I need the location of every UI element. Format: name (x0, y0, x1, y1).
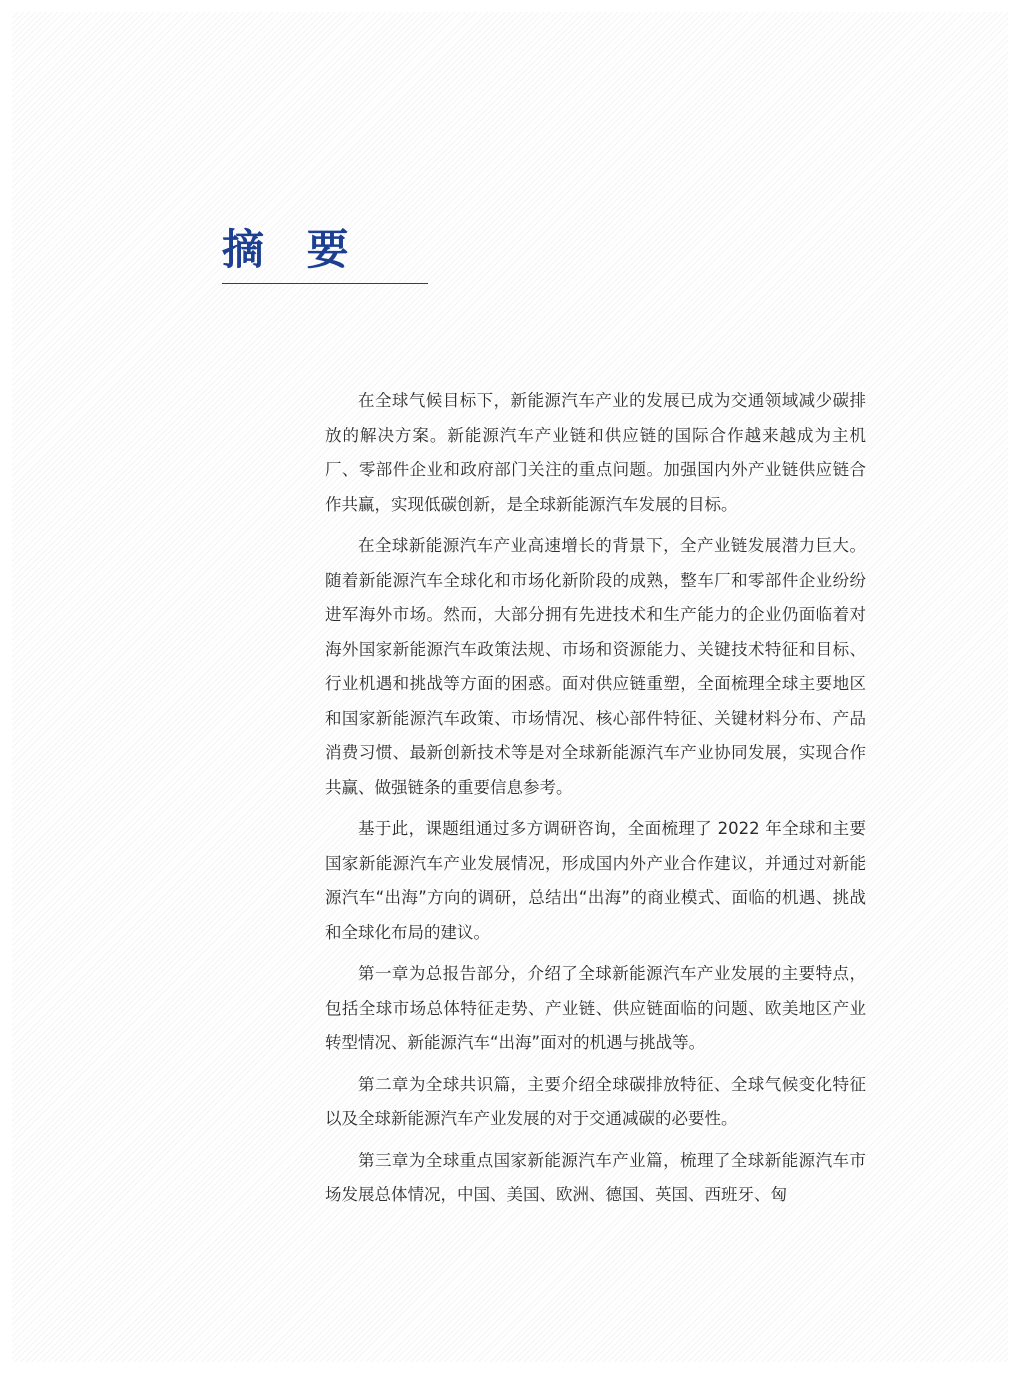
paragraph-chapter-2: 第二章为全球共识篇，主要介绍全球碳排放特征、全球气候变化特征以及全球新能源汽车产业发展的对于交通减碳的必要性。 (325, 1074, 866, 1128)
paragraph-chapter-3: 第三章为全球重点国家新能源汽车产业篇，梳理了全球新能源汽车市场发展总体情况，中国、美国、欧洲、德国、英国、西班牙、匈 (325, 1150, 866, 1204)
paragraph-intro: 在全球气候目标下，新能源汽车产业的发展已成为交通领域减少碳排放的解决方案。新能源汽车产业链和供应链的国际合作越来越成为主机厂、零部件企业和政府部门关注的重点问题。加强国内外产业链供应链合作共赢，实现低碳创新，是全球新能源汽车发展的目标。 (325, 391, 866, 514)
title-underline (222, 283, 428, 284)
paragraph-methodology: 基于此，课题组通过多方调研咨询，全面梳理了 2022 年全球和主要国家新能源汽车产业发展情况，形成国内外产业合作建议，并通过对新能源汽车“出海”方向的调研，总结出“出海”的商业模式、面临的机遇、挑战和全球化布局的建议。 (325, 819, 866, 942)
section-title: 摘 要 (222, 225, 363, 274)
abstract-body (325, 384, 866, 1220)
paragraph-background: 在全球新能源汽车产业高速增长的背景下，全产业链发展潜力巨大。随着新能源汽车全球化和市场化新阶段的成熟，整车厂和零部件企业纷纷进军海外市场。然而，大部分拥有先进技术和生产能力的企业仍面临着对海外国家新能源汽车政策法规、市场和资源能力、关键技术特征和目标、行业机遇和挑战等方面的困惑。面对供应链重塑，全面梳理全球主要地区和国家新能源汽车政策、市场情况、核心部件特征、关键材料分布、产品消费习惯、最新创新技术等是对全球新能源汽车产业协同发展，实现合作共赢、做强链条的重要信息参考。 (325, 536, 866, 797)
paragraph-chapter-1: 第一章为总报告部分，介绍了全球新能源汽车产业发展的主要特点，包括全球市场总体特征走势、产业链、供应链面临的问题、欧美地区产业转型情况、新能源汽车“出海”面对的机遇与挑战等。 (325, 964, 866, 1052)
